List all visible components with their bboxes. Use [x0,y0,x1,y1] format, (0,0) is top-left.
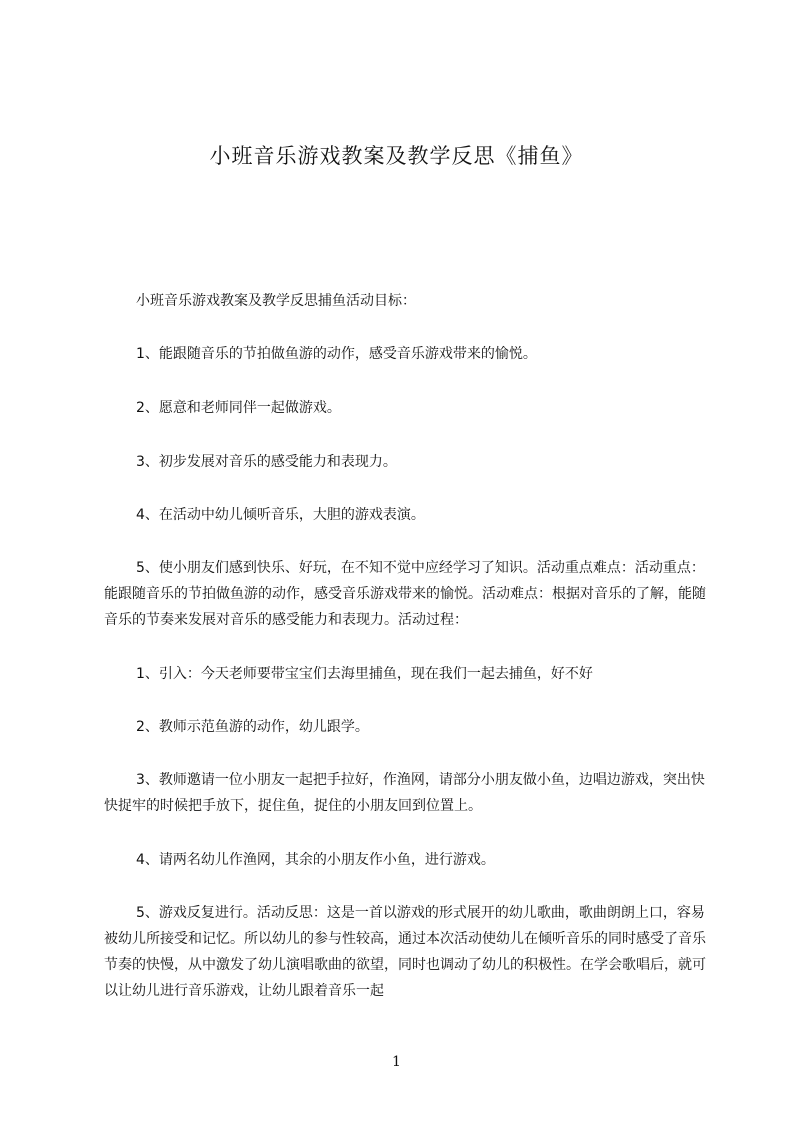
paragraph-objectives-heading: 小班音乐游戏教案及教学反思捕鱼活动目标： [136,293,416,309]
paragraph-process-3: 3、教师邀请一位小朋友一起把手拉好，作渔网，请部分小朋友做小鱼，边唱边游戏，突出快快捉牢的时候把手放下，捉住鱼，捉住的小朋友回到位置上。 [104,772,705,814]
paragraph-objective-2: 2、愿意和老师同伴一起做游戏。 [136,400,341,416]
paragraph-process-1: 1、引入：今天老师要带宝宝们去海里捕鱼，现在我们一起去捕鱼，好不好 [136,666,593,682]
document-title: 小班音乐游戏教案及教学反思《捕鱼》 [209,144,584,168]
paragraph-objective-4: 4、在活动中幼儿倾听音乐，大胆的游戏表演。 [136,507,425,523]
paragraph-objective-3: 3、初步发展对音乐的感受能力和表现力。 [136,454,397,470]
paragraph-process-4: 4、请两名幼儿作渔网，其余的小朋友作小鱼，进行游戏。 [136,852,495,868]
paragraph-objective-1: 1、能跟随音乐的节拍做鱼游的动作，感受音乐游戏带来的愉悦。 [136,346,537,362]
paragraph-reflection: 5、游戏反复进行。活动反思：这是一首以游戏的形式展开的幼儿歌曲，歌曲朗朗上口，容易被幼儿所接受和记忆。所以幼儿的参与性较高，通过本次活动使幼儿在倾听音乐的同时感受了音乐节奏的快慢，从中激发了幼儿演唱歌曲的欲望，同时也调动了幼儿的积极性。在学会歌唱后，就可以让幼儿进行音乐游戏，让幼儿跟着音乐一起 [104,905,706,999]
page-number: 1 [392,1054,401,1070]
paragraph-objective-5: 5、使小朋友们感到快乐、好玩，在不知不觉中应经学习了知识。活动重点难点：活动重点：能跟随音乐的节拍做鱼游的动作，感受音乐游戏带来的愉悦。活动难点：根据对音乐的了解，能随音乐的节奏来发展对音乐的感受能力和表现力。活动过程： [104,560,706,628]
paragraph-process-2: 2、教师示范鱼游的动作，幼儿跟学。 [136,719,369,735]
